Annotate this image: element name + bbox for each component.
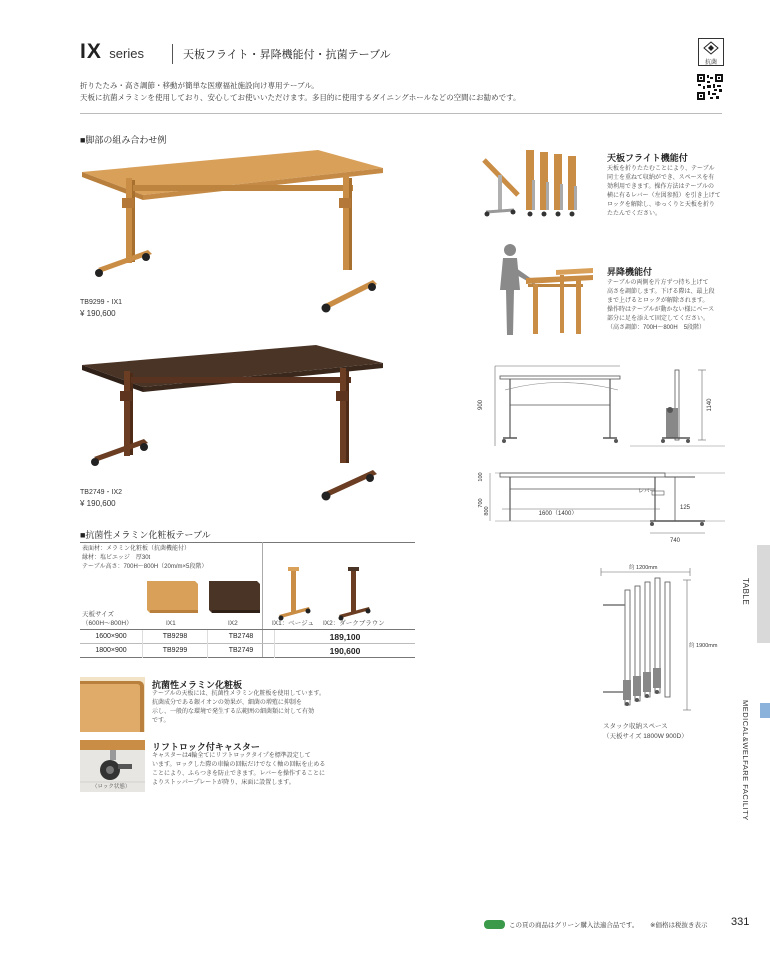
leg-ix2-image <box>335 563 375 621</box>
product-code-ix1: TB9299・IX1 <box>80 299 123 306</box>
flight-function-illustration <box>478 140 603 220</box>
feature-caster-body <box>152 752 325 788</box>
green-mark-icon <box>484 920 505 929</box>
lift-line: 操作時はテーブルが動かない様にベース <box>607 307 715 313</box>
feature-caster-line: います。ロックした際の車輪の回転だけでなく軸の回転を止める <box>152 762 326 768</box>
page-number: 331 <box>731 916 750 928</box>
product-price-ix2: ¥ 190,600 <box>80 499 116 508</box>
dimension-drawing-folded <box>470 360 725 460</box>
feature-melamine-body <box>152 690 325 726</box>
title-divider <box>172 44 173 64</box>
qr-code <box>697 74 723 100</box>
row-price: 189,100 <box>275 630 416 644</box>
product-price-ix1: ¥ 190,600 <box>80 309 116 318</box>
lift-line: テーブルの両側を片方ずつ持ち上げて <box>607 280 709 286</box>
dim-700: 700 <box>478 498 484 508</box>
price-table <box>80 629 415 658</box>
spec-line-2: 縁材：塩ビエッジ 厚30t <box>82 555 151 561</box>
flight-line: たたんでください。 <box>607 211 662 217</box>
row-size: 1800×900 <box>95 647 127 654</box>
lift-function-illustration <box>488 240 598 340</box>
feature-caster-title: リフトロック付キャスター <box>152 742 260 752</box>
flight-line: 天板を折りたたむことにより、テーブル <box>607 166 715 172</box>
row-code-ix2: TB2748 <box>208 630 275 644</box>
caster-caption: （ロック状態） <box>92 784 131 790</box>
table-photo-ix1 <box>78 140 388 315</box>
row-size: 1600×900 <box>95 633 127 640</box>
feature-melamine-line: です。 <box>152 718 170 724</box>
column-ix1: IX1 <box>166 620 176 627</box>
dim-1900: 約 1900mm <box>689 643 718 649</box>
series-name: IX <box>80 40 102 63</box>
spec-line-1: 表面材：メラミン化粧板（抗菌機能付） <box>82 546 191 552</box>
flight-line: 横に有るレバー（左図参照）を引き上げて <box>607 193 721 199</box>
sidebar-table-label: TABLE <box>741 578 750 606</box>
sidebar-tab-medical <box>760 703 770 718</box>
series-suffix: series <box>109 46 144 61</box>
dim-100: 100 <box>478 472 484 482</box>
header-rule <box>80 113 722 114</box>
table-row <box>80 630 415 644</box>
leg-ix1-image <box>275 563 315 621</box>
leg-label-ix2: IX2：ダークブラウン <box>323 620 385 627</box>
page-subtitle: 天板フライト・昇降機能付・抗菌テーブル <box>183 49 391 61</box>
flight-line: 効利用できます。操作方法はテーブルの <box>607 184 714 190</box>
lift-line: 部分に足を添えて固定してください。 <box>607 316 710 322</box>
dim-lever: レバー <box>638 489 656 495</box>
size-label-1: 天板サイズ <box>82 611 114 618</box>
stack-caption-1: スタック収納スペース <box>603 723 668 730</box>
row-code-ix2: TB2749 <box>208 644 275 658</box>
dim-800: 800 <box>484 506 490 516</box>
tax-note: ※価格は税抜き表示 <box>650 922 708 929</box>
dim-1600: 1600（1400） <box>538 511 578 517</box>
antibacterial-badge <box>698 38 724 66</box>
feature-melamine-line: 示し、一般的な環境で発生する広範囲の細菌類に対して有効 <box>152 709 315 715</box>
melamine-section-title: ■抗菌性メラミン化粧板テーブル <box>80 530 211 540</box>
product-code-ix2: TB2749・IX2 <box>80 489 123 496</box>
row-price: 190,600 <box>275 644 416 658</box>
dim-125: 125 <box>680 505 691 511</box>
lift-line: （高さ調節：700H〜800H 5段階） <box>607 325 706 331</box>
dim-1200: 約 1200mm <box>629 565 658 571</box>
size-label-2: （600H〜800H） <box>82 620 133 627</box>
table-row <box>80 644 415 658</box>
melamine-sample-image <box>80 677 145 732</box>
flight-line: ロックを解除し、ゆっくりと天板を折り <box>607 202 715 208</box>
leg-label-ix1: IX1：ベージュ <box>272 620 314 627</box>
flight-line: 同士を重ねて収納ができ、スペースを有 <box>607 175 715 181</box>
feature-caster-line: キャスターは4輪全てにリフトロックタイプを標準設定して <box>152 753 311 759</box>
leg-section-title: ■脚部の組み合わせ例 <box>80 135 167 145</box>
flight-body <box>607 165 721 219</box>
row-code-ix1: TB9299 <box>143 644 208 658</box>
sidebar-tab-table <box>757 545 770 643</box>
feature-melamine-line: テーブルの天板には、抗菌性メラミン化粧板を使用しています。 <box>152 691 325 697</box>
lift-title: 昇降機能付 <box>607 267 653 277</box>
lift-body <box>607 279 715 333</box>
row-code-ix1: TB9298 <box>143 630 208 644</box>
antibacterial-icon <box>702 41 720 55</box>
table-photo-ix2 <box>78 335 388 505</box>
green-purchase-note: この頁の商品はグリーン購入法適合品です。 <box>509 922 639 929</box>
description-line-1: 折りたたみ・高さ調節・移動が簡単な医療福祉施設向け専用テーブル。 <box>80 81 319 90</box>
feature-caster-line: ことにより、ふらつきを防止できます。レバーを操作することに <box>152 771 326 777</box>
column-ix2: IX2 <box>228 620 238 627</box>
series-title <box>80 40 144 64</box>
feature-caster-line: よりストッパープレートが降り、床面に設置します。 <box>152 780 295 786</box>
swatch-dark-brown <box>207 578 262 616</box>
flight-title: 天板フライト機能付 <box>607 153 688 163</box>
dim-1140: 1140 <box>707 398 713 412</box>
dimension-drawing-open <box>470 465 725 545</box>
badge-label: 抗菌 <box>704 60 717 66</box>
lift-line: 高さを調節します。下げる際は、最上段 <box>607 289 715 295</box>
spec-top-rule <box>80 542 415 543</box>
sidebar-medical-label: MEDICAL&WELFARE FACILITY <box>741 700 750 821</box>
lift-line: まで上げるとロックが解除されます。 <box>607 298 709 304</box>
dim-900: 900 <box>478 399 484 411</box>
stack-storage-drawing <box>595 560 725 720</box>
swatch-beige <box>145 578 200 616</box>
spec-line-3: テーブル高さ：700H〜800H（20m/m×5段階） <box>82 564 208 570</box>
feature-melamine-line: 抗菌成分である銀イオンの効果が、細菌の増殖に抑制を <box>152 700 302 706</box>
feature-melamine-title: 抗菌性メラミン化粧板 <box>152 680 243 690</box>
description-line-2: 天板に抗菌メラミンを使用しており、安心してお使いいただけます。多目的に使用するダイニングホールなどの空間にお勧めです。 <box>80 93 521 102</box>
dim-740: 740 <box>670 538 681 544</box>
stack-caption-2: （天板サイズ 1800W 900D） <box>603 733 688 740</box>
